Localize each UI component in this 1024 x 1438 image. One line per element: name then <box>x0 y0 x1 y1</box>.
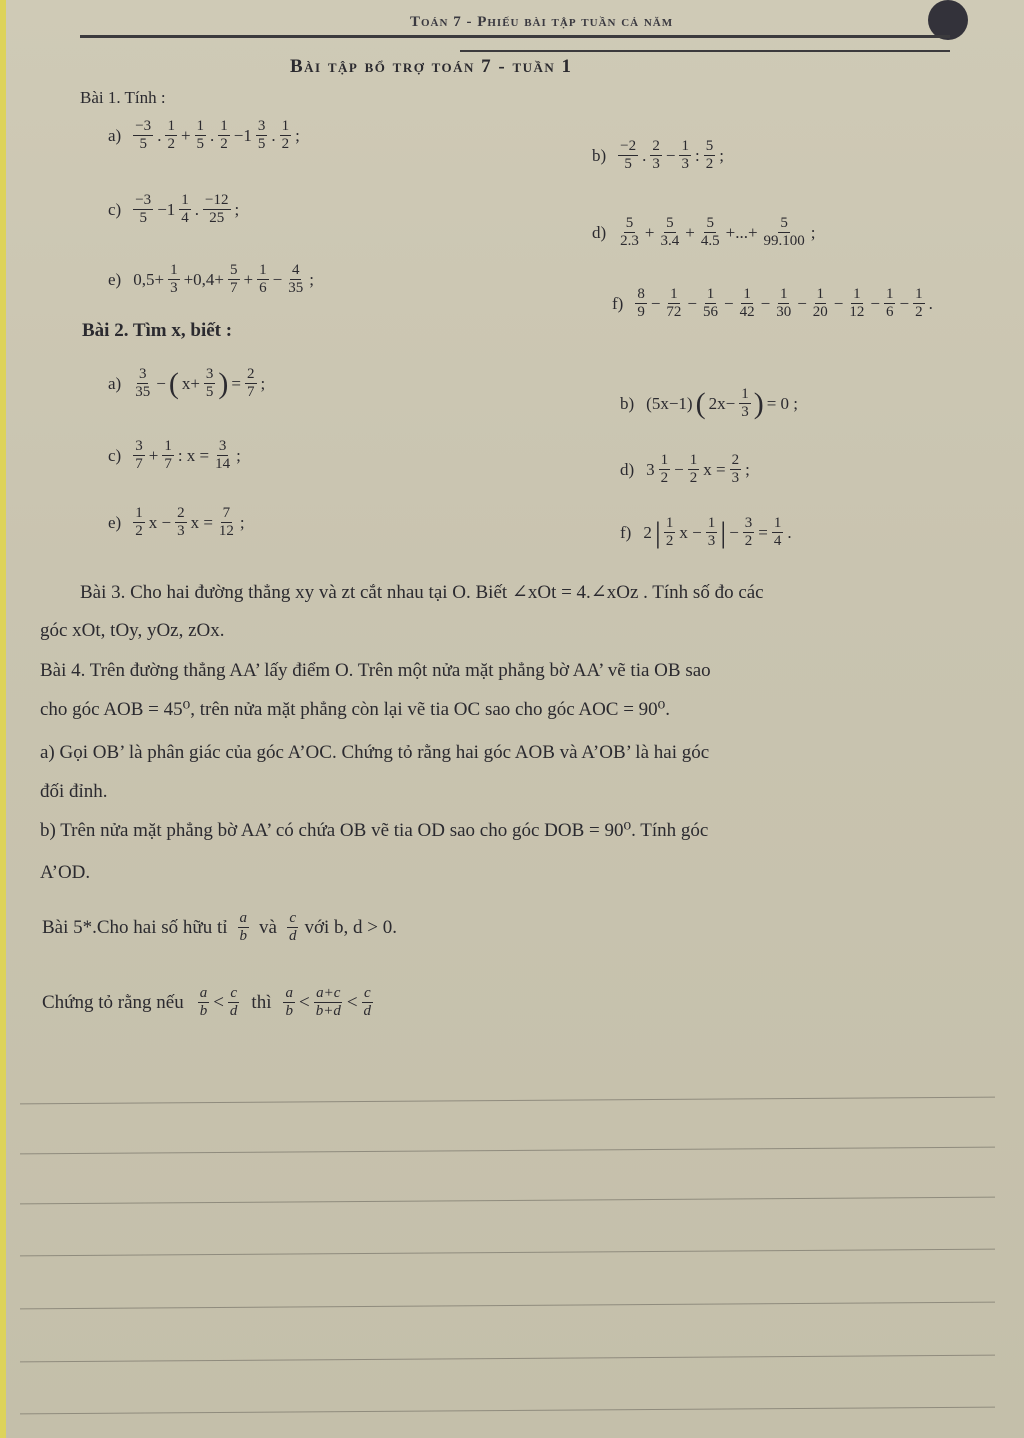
header-text: Toán 7 - Phiếu bài tập tuần cả năm <box>410 14 674 30</box>
bai4-line4: đối đỉnh. <box>40 781 108 802</box>
answer-line-7 <box>20 1407 995 1415</box>
bai2-b: b) (5x−1) ( 2x− $\frac{1}{3}$ ) = 0 ; <box>620 386 798 421</box>
bai3-line2: góc xOt, tOy, yOz, zOx. <box>40 620 225 641</box>
bai5-line2: Chứng tỏ rằng nếu $\frac{a}{b}$ < $\frac{c}{d}$ thì $\frac{a}{b}$ < $\frac{a+c}{b+d}$ < $\frac{c}{d}$ <box>42 985 372 1020</box>
page-header <box>80 10 960 36</box>
answer-line-2 <box>20 1147 995 1155</box>
bai1-heading: Bài 1. Tính : <box>80 88 166 107</box>
answer-line-5 <box>20 1302 995 1310</box>
bai3-line1: Bài 3. Cho hai đường thẳng xy và zt cắt nhau tại O. Biết ∠xOt = 4.∠xOz . Tính số đo các <box>80 582 764 603</box>
answer-line-6 <box>20 1355 995 1363</box>
bai4-line6: A’OD. <box>40 862 91 883</box>
bai2-d: d) 3 $\frac{1}{2}$ − $\frac{1}{2}$ x = $\frac{2}{3}$ ; <box>620 452 750 487</box>
bai1-d: d) $\frac{5}{2.3}$ + $\frac{5}{3.4}$ + $\frac{5}{4.5}$ +...+ $\frac{5}{99.100}$ ; <box>592 215 816 250</box>
bai4-line2: cho góc AOB = 45⁰, trên nửa mặt phẳng còn lại vẽ tia OC sao cho góc AOC = 90⁰. <box>40 699 671 720</box>
bai2-a: a) $\frac{3}{35}$ − ( x+ $\frac{3}{5}$ ) = $\frac{2}{7}$ ; <box>108 366 266 401</box>
ink-blot <box>928 0 968 40</box>
bai2-e: e) $\frac{1}{2}$ x − $\frac{2}{3}$ x = $\frac{7}{12}$ ; <box>108 505 245 540</box>
bai1-b: b) $\frac{-2}{5}$ . $\frac{2}{3}$ − $\frac{1}{3}$ : $\frac{5}{2}$ ; <box>592 138 724 173</box>
page-title: Bài tập bổ trợ toán 7 - tuần 1 <box>290 56 573 77</box>
bai2-f: f) 2 | $\frac{1}{2}$ x − $\frac{1}{3}$ | − $\frac{3}{2}$ = $\frac{1}{4}$ . <box>620 515 792 550</box>
header-rule-top <box>80 35 950 38</box>
answer-line-3 <box>20 1197 995 1205</box>
bai1-e: e) 0,5+ $\frac{1}{3}$ +0,4+ $\frac{5}{7}$ + $\frac{1}{6}$ − $\frac{4}{35}$ ; <box>108 262 314 297</box>
header-rule-bottom <box>460 50 950 52</box>
bai4-line1: Bài 4. Trên đường thẳng AA’ lấy điểm O. Trên một nửa mặt phẳng bờ AA’ vẽ tia OB sao <box>40 660 711 681</box>
bai1-f: f) $\frac{8}{9}$ − $\frac{1}{72}$ − $\frac{1}{56}$ − $\frac{1}{42}$ − $\frac{1}{30}$ − $\frac{1}{20}$ − $\frac{1}{12}$ − $\frac{1}{6}$ − $\frac{1}{2}$ . <box>612 286 933 321</box>
bai4-line3: a) Gọi OB’ là phân giác của góc A’OC. Chứng tỏ rằng hai góc AOB và A’OB’ là hai góc <box>40 742 710 763</box>
bai4-line5: b) Trên nửa mặt phẳng bờ AA’ có chứa OB vẽ tia OD sao cho góc DOB = 90⁰. Tính góc <box>40 820 709 841</box>
bai2-heading: Bài 2. Tìm x, biết : <box>82 320 233 341</box>
bai5-line1: Bài 5*.Cho hai số hữu tỉ $\frac{a}{b}$ và $\frac{c}{d}$ với b, d > 0. <box>42 910 398 945</box>
paper-edge <box>0 0 6 1438</box>
answer-line-4 <box>20 1249 995 1257</box>
bai2-c: c) $\frac{3}{7}$ + $\frac{1}{7}$ : x = $\frac{3}{14}$ ; <box>108 438 241 473</box>
bai1-c: c) $\frac{-3}{5}$ −1 $\frac{1}{4}$ . $\frac{-12}{25}$ ; <box>108 192 240 227</box>
bai1-a: a) $\frac{-3}{5}$ . $\frac{1}{2}$ + $\frac{1}{5}$ . $\frac{1}{2}$ −1 $\frac{3}{5}$ . $\frac{1}{2}$ ; <box>108 118 300 153</box>
answer-line-1 <box>20 1097 995 1105</box>
